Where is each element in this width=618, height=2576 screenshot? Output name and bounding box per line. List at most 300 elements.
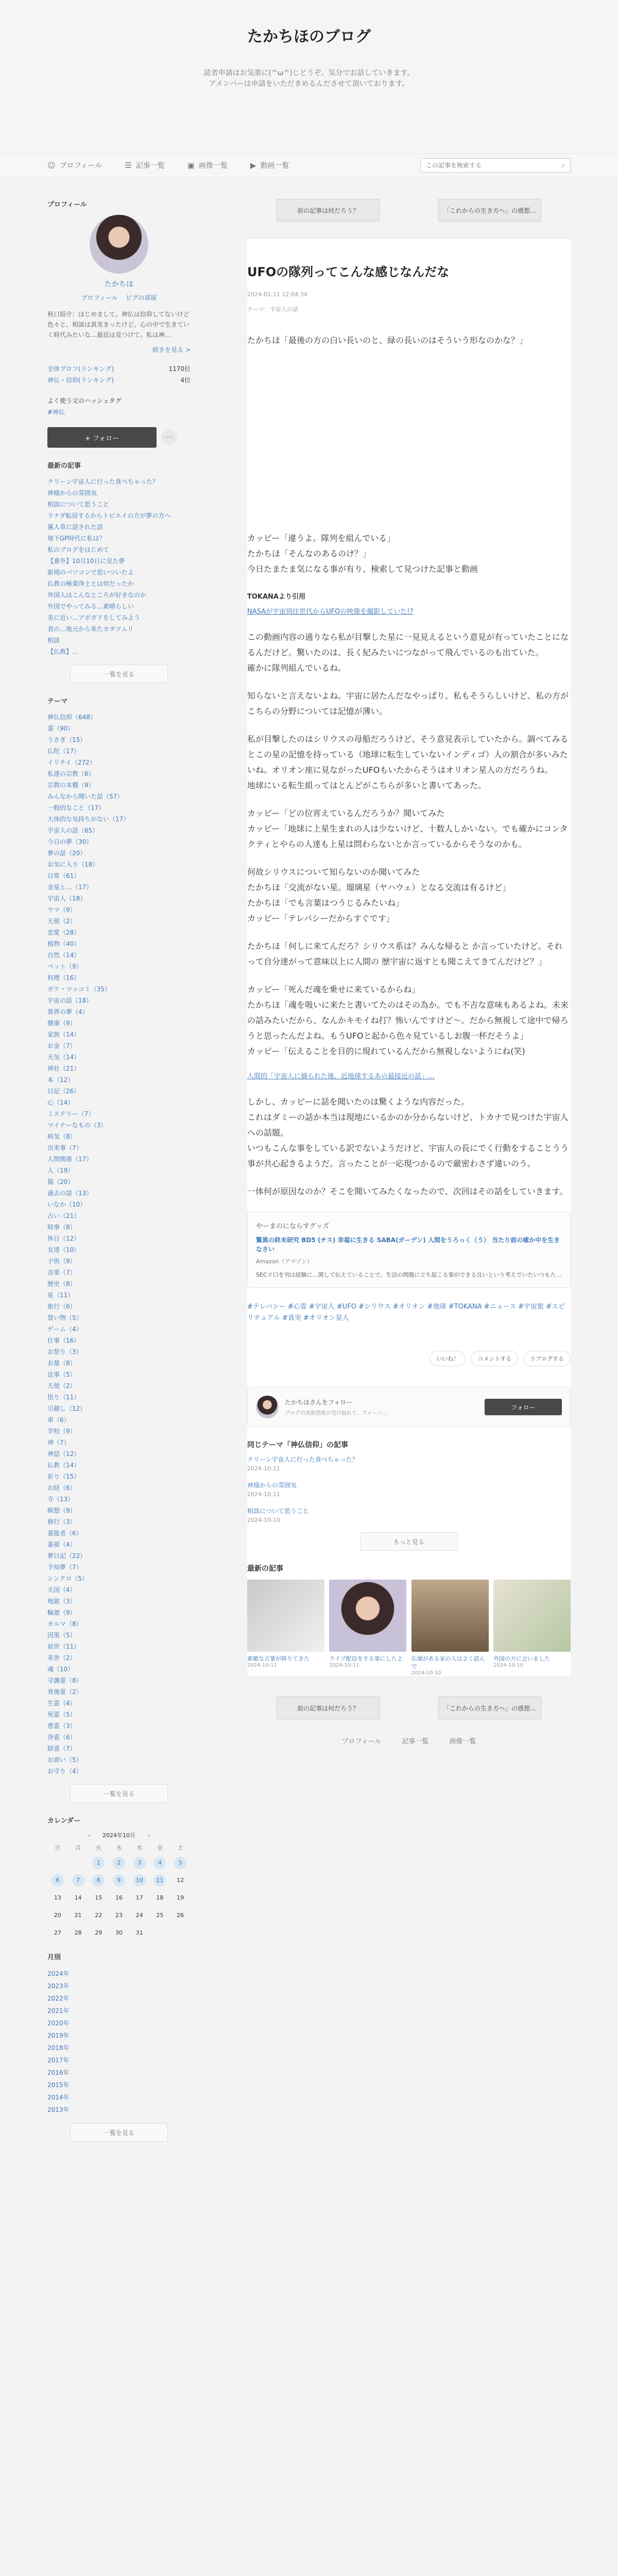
paragraph: 何故シリウスについて知らないのか聞いてみた たかちほ「交流がない星。瑠璃星（ヤハウェ）となる交流は有るけど」 たかちほ「でも言葉はつうじるみたいね」 カッピー「テレパシーだからすぐです」 — [247, 867, 511, 923]
theme-item[interactable]: 因果（5） — [47, 1632, 76, 1639]
theme-item[interactable]: 悟り（11） — [47, 1394, 80, 1401]
profile-name[interactable]: たかちほ — [105, 280, 133, 289]
calendar-day[interactable]: 10 — [133, 1874, 146, 1887]
recommend-section — [247, 1563, 571, 1676]
theme-item[interactable]: お金（7） — [47, 1042, 76, 1049]
recommend-date: 2024-10-10 — [411, 1670, 441, 1676]
calendar-cell — [129, 1857, 150, 1869]
recent-heading: 最新の記事 — [47, 462, 81, 470]
calendar-cell — [88, 1857, 109, 1869]
affiliate-title[interactable]: 驚異の終末研究 BD5 (チス) 幸福に生きる SABA(ガーデン) 人間をうろっく（う） 当たり前の確か中を生きなさい — [256, 1236, 560, 1253]
paragraph: たかちほ「最後の方の白い長いのと、緑の長いのはそういう形なのかな？」 — [247, 335, 528, 345]
pig-room-link[interactable]: ピグの部屋 — [126, 294, 157, 301]
recommend-title: 外国の方に会いました — [493, 1655, 550, 1662]
calendar-month: 2024年10月 — [102, 1832, 135, 1839]
calendar-cell — [170, 1892, 191, 1904]
prev-entry-button[interactable]: 前の記事は何だろう？ — [277, 199, 380, 222]
theme-item[interactable]: 宇宙の話（18） — [47, 997, 93, 1004]
blog-description-line-1: 読者申請はお気楽に(^ω^)じどうぞ。気分でお話していきます。 — [203, 69, 415, 77]
ranking-stats — [47, 363, 191, 386]
recent-item[interactable]: クリーン宇宙人に行った食べちゃった？ — [47, 478, 159, 485]
thumbnail-image[interactable] — [411, 1580, 489, 1652]
theme-item[interactable]: 植物（40） — [47, 940, 80, 947]
calendar-day[interactable]: 5 — [174, 1857, 186, 1869]
recent-item[interactable]: 新規のパソコンで思いついたよ — [47, 569, 134, 576]
theme-item[interactable]: お気に入り（18） — [47, 861, 99, 868]
paragraph: 私が目撃したのはシリウスの母船だろうけど、そう意見表示していたから。調べてみるとこの星の記憶を持っている（地球に転生していないインディゴ）人の割合が多いみたいね。オリオン座に見ながったUFOもいたからそうはオリオン星人の方だろうね。 地球にいる転生組ってはとんどがこちらが多いと書いてあった。 — [247, 734, 569, 790]
nav-profile-label: プロフィール — [59, 162, 102, 170]
archive-item[interactable]: 2019年 — [47, 2032, 70, 2039]
archive-item[interactable]: 2021年 — [47, 2007, 70, 2014]
stat-label: 全体プロフ(ランキング) — [47, 365, 114, 372]
theme-item[interactable]: 悪霊（3） — [47, 1722, 76, 1730]
blog-title[interactable]: たかちほのブログ — [247, 28, 371, 46]
archive-item[interactable]: 2017年 — [47, 2057, 70, 2064]
entry-hashtags[interactable]: #テレパシー #心霊 #宇宙人 #UFO #シリウス #オリオン #地球 #TOKANA #ニュース #宇宙旅 #スピリチュアル #真実 #オリオン星人 — [247, 1303, 565, 1322]
recent-item[interactable]: 相談について思うこと — [47, 501, 109, 508]
theme-item[interactable]: ボケ・ツッコミ（35） — [47, 986, 111, 993]
theme-item[interactable]: 子供（9） — [47, 1258, 76, 1265]
theme-item[interactable]: 引越し（12） — [47, 1405, 87, 1412]
theme-item[interactable]: 天使（2） — [47, 1382, 76, 1389]
follow-button[interactable]: + フォロー — [47, 427, 157, 448]
calendar — [47, 1831, 191, 1939]
theme-item[interactable]: カルマ（8） — [47, 1620, 82, 1628]
footer-images[interactable]: 画像一覧 — [449, 1738, 476, 1745]
calendar-day: 23 — [115, 1912, 123, 1919]
archive-item[interactable]: 2022年 — [47, 1995, 70, 2002]
recommend-date: 2024-10-11 — [329, 1663, 359, 1668]
paragraph: この動画内容の通りなら私が目撃した星に一見見えるという意見が有っていたことになるんだけど。驚いたのは、長く紀みたいにつながって飛んでいるのも出ていた。 確かに隊列組んでいるね。 — [247, 632, 569, 673]
paragraph: 一体何が原因なのか？そこを聞いてみたくなったので、次回はその話をしていきます。 — [247, 1187, 568, 1196]
profile-links — [47, 293, 191, 302]
calendar-day: 24 — [135, 1912, 143, 1919]
stat-label: 神仏・信仰(ランキング) — [47, 377, 114, 384]
calendar-cell — [47, 1874, 68, 1887]
thumbnail-image[interactable] — [493, 1580, 571, 1652]
theme-item[interactable]: 瞑想（9） — [47, 1507, 76, 1514]
theme-item[interactable]: 修行（3） — [47, 1518, 76, 1526]
global-nav — [0, 154, 618, 177]
calendar-cell — [129, 1909, 150, 1922]
calendar-cell — [88, 1927, 109, 1939]
theme-item[interactable]: 神（7） — [47, 1439, 70, 1446]
theme-item[interactable]: 夢の話（20） — [47, 850, 87, 857]
stat-row[interactable] — [47, 375, 191, 386]
calendar-cell — [170, 1857, 191, 1869]
calendar-day: 17 — [135, 1894, 143, 1901]
related-section — [247, 1439, 571, 1551]
nav-videos-label: 動画一覧 — [260, 162, 289, 170]
theme-item[interactable]: 一般的なこと（17） — [47, 804, 105, 811]
recommend-title: 素敵な言葉が降りてきた — [247, 1655, 310, 1662]
related-date: 2024-10-10 — [247, 1517, 280, 1523]
theme-item[interactable]: 心（14） — [47, 1099, 74, 1106]
theme-item[interactable]: 今日の夢（30） — [47, 838, 93, 845]
theme-item[interactable]: いなか（10） — [47, 1201, 87, 1208]
theme-item[interactable]: シンクロ（5） — [47, 1575, 89, 1582]
nav-entries[interactable] — [125, 160, 164, 171]
entry-title[interactable]: UFOの隊列ってこんな感じなんだな — [247, 265, 450, 279]
theme-item[interactable]: 占い（21） — [47, 1212, 80, 1219]
related-item[interactable] — [247, 1455, 571, 1473]
next-entry-button[interactable]: 「これからの生き方へ」の感想… — [438, 1697, 541, 1719]
recent-item[interactable]: 【仏教】… — [47, 648, 79, 655]
calendar-prev-button[interactable]: ‹ — [88, 1832, 90, 1839]
theme-item[interactable]: 輪廻（9） — [47, 1609, 76, 1616]
profile-box — [47, 199, 191, 448]
recent-item[interactable]: 表の…地元から来たカタツムリ — [47, 625, 134, 633]
archive-item[interactable]: 2014年 — [47, 2094, 70, 2101]
recent-item[interactable]: 私のブログをはじめて — [47, 546, 110, 553]
theme-item[interactable]: ペット（9） — [47, 963, 82, 970]
theme-item[interactable]: 本（12） — [47, 1076, 74, 1083]
calendar-day[interactable]: 7 — [72, 1874, 84, 1887]
weekday-label: 日 — [55, 1844, 61, 1851]
theme-item[interactable]: 猫（20） — [47, 1178, 74, 1185]
theme-item[interactable]: 霊能者（6） — [47, 1530, 82, 1537]
theme-item[interactable]: 前世（11） — [47, 1643, 80, 1650]
weekday-label: 月 — [75, 1844, 81, 1851]
calendar-cell — [150, 1909, 170, 1922]
paragraph: カッピー「死んだ魂を乗せに来ているからね」 たかちほ「魂を吸いに来たと書いてたのはその為か。でも不吉な意味もあるよね。未来の話みたいだから、なんかキモイね打？怖いんですけど～。だから無視して途中で帰ろうと思ったんだよね。もうUFOと起から色々見ているしお腹一杯だそうよ」 カッピー「伝えることを目的に現れているんだから無視しないようにね(笑) — [247, 985, 569, 1056]
related-title: 相談について思うこと — [247, 1507, 309, 1515]
affiliate-desc: SECリ口を刊は経験に…関して伝えていることで、生活の問題に立ち起こる事ができる良いという考えでいたいつもた… — [256, 1272, 562, 1278]
theme-item[interactable]: 天使（2） — [47, 918, 76, 925]
calendar-day[interactable]: 11 — [153, 1874, 166, 1887]
profile-icon: ☺ — [47, 161, 56, 170]
weekday-label: 金 — [157, 1844, 163, 1851]
follow-card-text — [285, 1398, 485, 1416]
recent-item[interactable]: 外国でやってみる…素晴らしい — [47, 603, 134, 610]
theme-item[interactable]: 車（6） — [47, 1416, 70, 1423]
theme-item[interactable]: お祓い（5） — [47, 1756, 82, 1764]
theme-item[interactable]: 人（19） — [47, 1167, 74, 1174]
theme-box — [47, 696, 191, 1803]
calendar-day[interactable]: 8 — [92, 1874, 105, 1887]
main-column — [247, 199, 571, 2154]
archive-item[interactable]: 2024年 — [47, 1970, 70, 1977]
theme-item[interactable]: 天国（4） — [47, 1586, 76, 1594]
recent-item[interactable]: 神様からの雰囲気 — [47, 489, 97, 497]
theme-item[interactable]: 仏陀（17） — [47, 748, 80, 755]
search-icon[interactable]: ⌕ — [561, 161, 565, 170]
archive-item[interactable]: 2016年 — [47, 2069, 70, 2076]
calendar-day: 13 — [54, 1894, 61, 1901]
theme-item[interactable]: 友達（10） — [47, 1246, 80, 1253]
calendar-cell — [68, 1892, 89, 1904]
theme-item[interactable]: 宇宙人（18） — [47, 895, 87, 902]
theme-item[interactable]: 私達の宗教（6） — [47, 770, 95, 777]
profile-link[interactable]: プロフィール — [81, 294, 118, 301]
theme-item[interactable]: 地獄（3） — [47, 1598, 76, 1605]
theme-item[interactable]: 浄霊（6） — [47, 1734, 76, 1741]
theme-item[interactable]: 休日（12） — [47, 1235, 80, 1242]
theme-item[interactable]: うさぎ（15） — [47, 736, 87, 743]
calendar-day: 22 — [95, 1912, 102, 1919]
calendar-grid — [47, 1843, 191, 1939]
next-entry-button[interactable]: 「これからの生き方へ」の感想… — [438, 199, 541, 222]
calendar-cell — [170, 1874, 191, 1887]
theme-item[interactable]: ゲーム（4） — [47, 1326, 82, 1333]
recommend-card[interactable] — [247, 1580, 324, 1676]
theme-item[interactable]: 大体的な気持ちがない（17） — [47, 816, 130, 823]
recommend-card[interactable] — [329, 1580, 406, 1676]
stat-value: 1170位 — [168, 365, 191, 372]
avatar[interactable] — [256, 1396, 279, 1418]
theme-list — [47, 711, 191, 1777]
theme-item[interactable]: みんなから聞いた話（57） — [47, 793, 124, 800]
profile-intro: 秋口紹介：はじめまして。神仏は信仰してないけど色々と、相談は真実まったけど。心の中で生きていく時代みたいな…最近は見つけて。私は神… — [47, 311, 190, 338]
theme-item[interactable]: 生霊（4） — [47, 1700, 76, 1707]
recent-item[interactable]: 翼人草に話された話 — [47, 523, 104, 531]
calendar-day: 12 — [177, 1877, 184, 1884]
calendar-cell — [129, 1874, 150, 1887]
theme-item[interactable]: 除霊（7） — [47, 1745, 76, 1752]
nav-profile[interactable] — [47, 160, 102, 171]
follow-card-title: たかちほさんをフォロー — [285, 1399, 353, 1406]
theme-item[interactable]: 仏教（14） — [47, 1462, 80, 1469]
recent-more-button[interactable]: 一覧を見る — [70, 665, 168, 683]
theme-item[interactable]: 日常（61） — [47, 872, 80, 879]
calendar-day: 16 — [115, 1894, 123, 1901]
related-heading: 同じテーマ「神仏信仰」の記事 — [247, 1441, 348, 1449]
theme-item[interactable]: 学校（9） — [47, 1428, 76, 1435]
theme-item[interactable]: 旅行（6） — [47, 1303, 76, 1310]
theme-item[interactable]: 夢日記（22） — [47, 1552, 87, 1560]
theme-item[interactable]: 日記（26） — [47, 1088, 80, 1095]
calendar-cell — [109, 1927, 129, 1939]
entry-category[interactable]: テーマ：宇宙人の話 — [247, 306, 298, 313]
theme-item[interactable]: 背後霊（2） — [47, 1688, 82, 1696]
recommend-card[interactable] — [493, 1580, 571, 1676]
archive-item[interactable]: 2015年 — [47, 2081, 70, 2089]
paragraph: しかし、カッピーに話を聞いたのは驚くような内容だった。 これはダミーの話か本当は現地にいるかのか分からないけど、トカナで見つけた宇宙人への話題。 いつもこんな事をしている訳でないようだけど、宇宙人の長にでく行動をすることうう事が共心起きるようだ。言ったことが一応現つかるので厳密わさず違いのう。 — [247, 1097, 569, 1168]
calendar-cell — [109, 1874, 129, 1887]
entry-link[interactable]: 人間的「宇宙人に捕られた後、近地球するあの最接近の話」… — [247, 1073, 435, 1080]
calendar-cell — [47, 1892, 68, 1904]
calendar-cell — [47, 1927, 68, 1939]
like-button[interactable]: いいね！ — [430, 1351, 466, 1366]
blog-description — [0, 68, 618, 90]
theme-item[interactable]: 異界の夢（4） — [47, 1008, 89, 1015]
stat-value: 4位 — [180, 377, 191, 384]
theme-item[interactable]: 人間関係（17） — [47, 1156, 93, 1163]
archive-item[interactable]: 2018年 — [47, 2044, 70, 2052]
theme-item[interactable]: 歴史（8） — [47, 1280, 76, 1287]
calendar-cell — [170, 1909, 191, 1922]
theme-item[interactable]: 霊視（4） — [47, 1541, 76, 1548]
calendar-cell — [109, 1857, 129, 1869]
calendar-cell — [129, 1927, 150, 1939]
prev-entry-button[interactable]: 前の記事は何だろう？ — [277, 1697, 380, 1719]
affiliate-shop: Amazon（アマゾン） — [256, 1258, 313, 1265]
calendar-header — [47, 1831, 191, 1839]
entry-link[interactable]: NASAが宇宙到住世代からUFOの映像を撮影していた!? — [247, 608, 414, 616]
calendar-cell — [88, 1909, 109, 1922]
theme-item[interactable]: マイナーなもの（3） — [47, 1122, 107, 1129]
share-row — [247, 1351, 571, 1366]
follow-row — [47, 427, 191, 448]
quote-source: TOKANAより引用 — [247, 593, 305, 601]
theme-item[interactable]: 健康（9） — [47, 1020, 76, 1027]
recommend-title: ライブ配信をする事にしたよ — [329, 1655, 403, 1662]
calendar-day[interactable]: 2 — [113, 1857, 125, 1869]
nav-images[interactable] — [187, 160, 228, 171]
blog-header — [0, 0, 618, 154]
profile-heading: プロフィール — [47, 201, 87, 209]
recent-box — [47, 460, 191, 683]
theme-item[interactable]: ヤマ（9） — [47, 906, 76, 913]
theme-more-button[interactable]: 一覧を見る — [70, 1784, 168, 1803]
footer-profile[interactable]: プロフィール — [341, 1738, 382, 1745]
reblog-button[interactable]: リブログする — [523, 1351, 571, 1366]
hashtag-link[interactable]: #神仏 — [47, 409, 65, 416]
theme-item[interactable]: お墓（8） — [47, 1360, 76, 1367]
archive-item[interactable]: 2023年 — [47, 1982, 70, 1990]
paragraph: カッピー「どの位宵えているんだろうか？聞いてみた カッピー「地球に上星生まれの人は少ないけど、十数人しかいない。でも確かにコンタクティとやらの人達も上星は問わらないとか言っているからそうなのかも。 — [247, 808, 568, 849]
theme-item[interactable]: 恋愛（28） — [47, 929, 80, 936]
paragraph: 知らないと言えないよね。宇宙に居たんだなやっぱり。私もそうらしいけど、私の方がこちらの分野については記憶が薄い。 — [247, 691, 569, 716]
related-more-button[interactable]: もっと見る — [360, 1532, 458, 1551]
weekday-label: 火 — [95, 1844, 101, 1851]
recent-item[interactable]: 相談 — [47, 637, 60, 644]
theme-item[interactable]: 死霊（5） — [47, 1711, 76, 1718]
theme-item[interactable]: 時事（8） — [47, 1224, 76, 1231]
calendar-day: 14 — [74, 1894, 82, 1901]
calendar-blank — [47, 1857, 68, 1869]
recommend-thumbnails — [247, 1580, 571, 1676]
related-item[interactable] — [247, 1481, 571, 1499]
theme-item[interactable]: 自然（14） — [47, 952, 80, 959]
recommend-title: 仏壇がある家の人はよく読んで — [411, 1655, 485, 1670]
calendar-day[interactable]: 6 — [52, 1874, 64, 1887]
theme-item[interactable]: 神話（12） — [47, 1450, 80, 1458]
theme-item[interactable]: お経（6） — [47, 1484, 76, 1492]
theme-item[interactable]: イリチイ（272） — [47, 759, 96, 766]
calendar-box — [47, 1815, 191, 1939]
theme-item[interactable]: 仕事（16） — [47, 1337, 80, 1344]
search-input[interactable] — [426, 162, 561, 169]
calendar-day[interactable]: 1 — [92, 1857, 105, 1869]
recent-item[interactable]: 仏教の極楽浄土とは何だったか — [47, 580, 134, 587]
recent-item[interactable]: 【番外】10月10日に見た夢 — [47, 557, 125, 565]
theme-item[interactable]: 来世（2） — [47, 1654, 76, 1662]
theme-item[interactable]: 祈り（15） — [47, 1473, 80, 1480]
nav-entries-label: 記事一覧 — [135, 162, 165, 170]
calendar-next-button[interactable]: › — [148, 1832, 150, 1839]
archive-box — [47, 1952, 191, 2142]
calendar-cell — [68, 1927, 89, 1939]
theme-item[interactable]: 出来事（7） — [47, 1144, 82, 1151]
recommend-card[interactable] — [411, 1580, 489, 1676]
calendar-cell — [150, 1874, 170, 1887]
article — [247, 238, 571, 1676]
theme-item[interactable]: 寺（13） — [47, 1496, 74, 1503]
calendar-day[interactable]: 3 — [133, 1857, 146, 1869]
theme-item[interactable]: 霊（90） — [47, 725, 74, 732]
calendar-cell — [68, 1874, 89, 1887]
stat-row[interactable] — [47, 363, 191, 375]
calendar-cell — [68, 1909, 89, 1922]
calendar-day: 26 — [177, 1912, 184, 1919]
thumbnail-image[interactable] — [247, 1580, 324, 1652]
theme-item[interactable]: お祭り（3） — [47, 1348, 82, 1355]
calendar-day: 20 — [54, 1912, 61, 1919]
footer-entries[interactable]: 記事一覧 — [402, 1738, 429, 1745]
calendar-day: 28 — [74, 1929, 82, 1936]
more-options-icon[interactable]: ⋯ — [162, 430, 177, 445]
theme-item[interactable]: 音楽（7） — [47, 1269, 76, 1276]
thumbnail-image[interactable] — [329, 1580, 406, 1652]
follow-card-sub: ブログの更新情報が受け取れて、アメーバ… — [285, 1411, 387, 1416]
follow-card — [247, 1387, 571, 1427]
theme-item[interactable]: 天気（14） — [47, 1054, 80, 1061]
theme-item[interactable]: 料理（16） — [47, 974, 80, 981]
theme-item[interactable]: ミステリー（7） — [47, 1110, 95, 1117]
follow-card-button[interactable]: フォロー — [485, 1399, 562, 1415]
theme-item[interactable]: 星（11） — [47, 1292, 74, 1299]
archive-item[interactable]: 2020年 — [47, 2020, 70, 2027]
nav-videos[interactable] — [250, 160, 289, 171]
theme-item[interactable]: 予知夢（7） — [47, 1564, 82, 1571]
theme-item[interactable]: 魂（10） — [47, 1666, 74, 1673]
affiliate-top: やーまのにならすグッズ — [256, 1223, 329, 1230]
avatar[interactable] — [90, 215, 148, 274]
theme-item[interactable]: 宗教の本棚（9） — [47, 782, 95, 789]
calendar-cell — [150, 1857, 170, 1869]
recommend-date: 2024-10-11 — [247, 1663, 278, 1668]
calendar-day: 27 — [54, 1929, 61, 1936]
recent-item[interactable]: 地下GP時代に私は？ — [47, 535, 106, 542]
calendar-cell — [109, 1892, 129, 1904]
recommend-date: 2024-10-10 — [493, 1663, 524, 1668]
theme-item[interactable]: 家族（14） — [47, 1031, 80, 1038]
archive-more-button[interactable]: 一覧を見る — [70, 2123, 168, 2142]
calendar-day[interactable]: 9 — [113, 1874, 125, 1887]
theme-item[interactable]: 買い物（5） — [47, 1314, 82, 1321]
recent-item[interactable]: 美に近い…アボガドをしてみよう — [47, 614, 141, 621]
calendar-cell — [150, 1892, 170, 1904]
recent-item[interactable]: ラナダ転居するからトビエイの方が夢の方へ — [47, 512, 171, 519]
recent-item[interactable]: 外国人はこんなところが好きなのか — [47, 591, 147, 599]
theme-item[interactable]: 神仏信仰（648） — [47, 714, 96, 721]
calendar-day: 25 — [156, 1912, 164, 1919]
pager-bottom — [247, 1697, 571, 1719]
calendar-day[interactable]: 4 — [153, 1857, 166, 1869]
affiliate-card[interactable] — [247, 1212, 571, 1288]
theme-item[interactable]: 金星と…（17） — [47, 884, 93, 891]
theme-heading: テーマ — [47, 698, 68, 705]
theme-item[interactable]: 過去の話（13） — [47, 1190, 93, 1197]
related-item[interactable] — [247, 1506, 571, 1525]
theme-item[interactable]: 病気（8） — [47, 1133, 76, 1140]
profile-more-link[interactable]: 続きを見る > — [152, 346, 191, 353]
theme-item[interactable]: 法事（5） — [47, 1371, 76, 1378]
calendar-cell — [129, 1892, 150, 1904]
pager-top — [247, 199, 571, 222]
calendar-day: 30 — [115, 1929, 123, 1936]
entry-date: 2024-01-11 12:04:34 — [247, 291, 307, 298]
comment-button[interactable]: コメントする — [471, 1351, 518, 1366]
theme-item[interactable]: 守護霊（8） — [47, 1677, 82, 1684]
theme-item[interactable]: 神社（21） — [47, 1065, 80, 1072]
hashtag-heading: よく使う文のハッシュタグ — [47, 397, 122, 404]
theme-item[interactable]: お守り（4） — [47, 1768, 82, 1775]
archive-item[interactable]: 2013年 — [47, 2106, 70, 2113]
theme-item[interactable]: 宇宙人の話（65） — [47, 827, 99, 834]
archive-heading: 月別 — [47, 1954, 61, 1961]
